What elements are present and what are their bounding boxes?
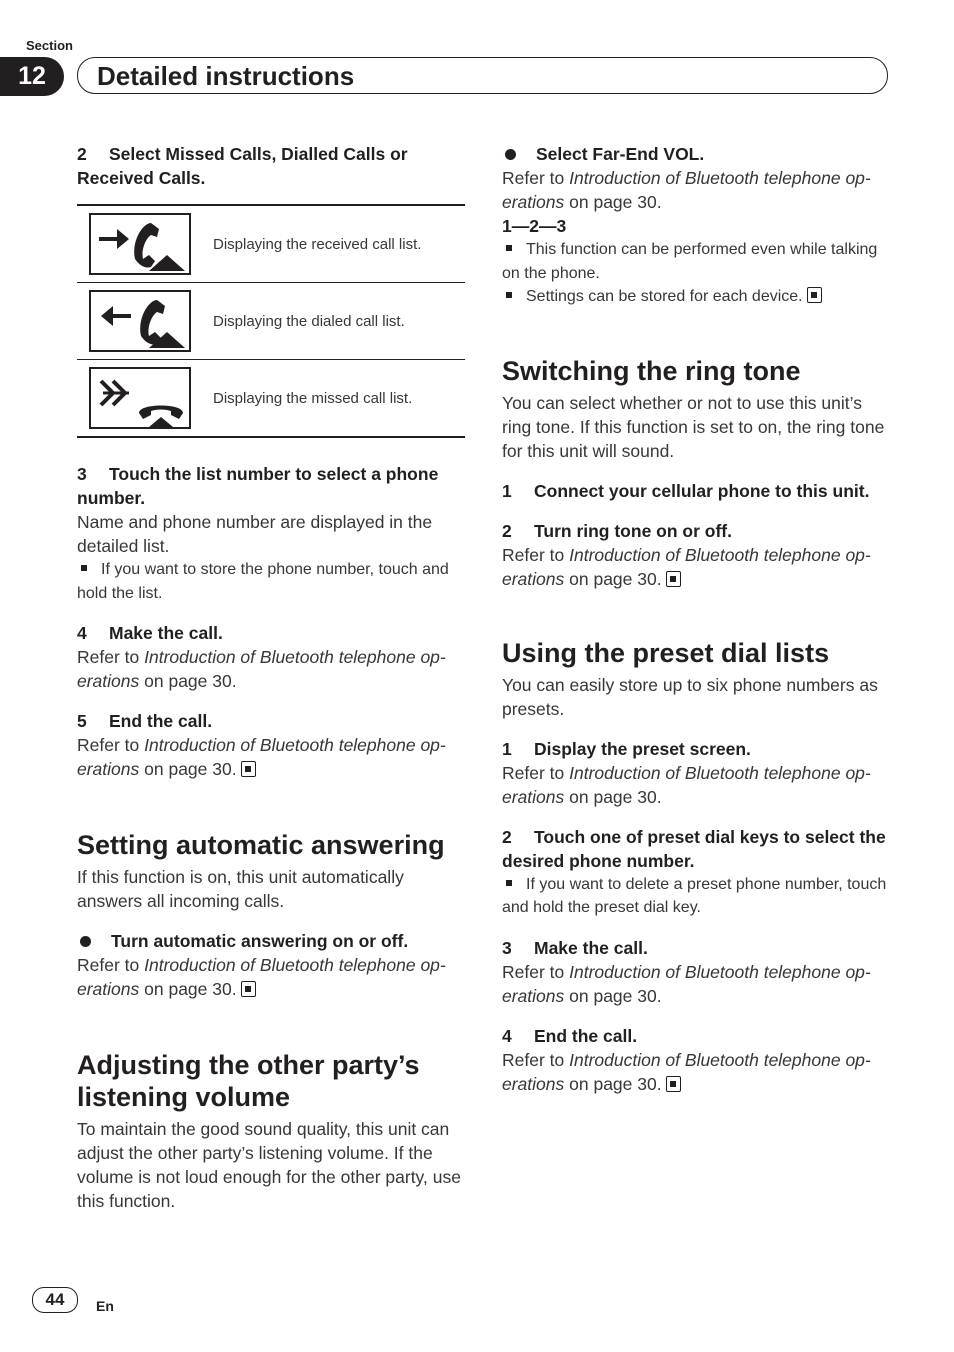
reference-text: Refer to Introduction of Bluetooth telephone op- erations on page 30. — [502, 168, 871, 212]
table-cell: Displaying the received call list. — [213, 235, 422, 253]
step-make-call: 4 Make the call. — [77, 623, 223, 643]
end-mark-icon — [666, 1076, 681, 1092]
note-marker-icon — [506, 880, 512, 886]
table-cell: Displaying the missed call list. — [213, 389, 413, 407]
step-select-call-list: 2 Select Missed Calls, Dialled Calls or Received Calls. — [77, 144, 408, 188]
step-touch-list-number: 3 Touch the list number to select a phone number. — [77, 464, 439, 508]
note-marker-icon — [81, 565, 87, 571]
note-marker-icon — [506, 245, 512, 251]
section-description: To maintain the good sound quality, this unit can adjust the other party’s listening volume. If the volume is not loud enough for the other party, use this function. — [77, 1119, 461, 1211]
note: If you want to store the phone number, touch and hold the list. — [77, 561, 449, 602]
section-number: 12 — [0, 57, 64, 96]
end-mark-icon — [666, 571, 681, 587]
left-column — [77, 142, 465, 1213]
bullet-step: Turn automatic answering on or off. — [77, 929, 465, 953]
call-list-table — [77, 204, 465, 438]
step-end-call: 4 End the call. — [502, 1025, 638, 1046]
page-number: 44 — [32, 1287, 78, 1313]
bullet-icon — [80, 936, 91, 947]
reference-text: Refer to Introduction of Bluetooth telephone op- erations on page 30. — [77, 955, 446, 999]
dialed-call-icon — [89, 290, 191, 352]
reference-text: Refer to Introduction of Bluetooth telephone op- erations on page 30. — [77, 735, 446, 779]
step-ring-tone: 2 Turn ring tone on or off. — [502, 520, 732, 541]
end-mark-icon — [807, 287, 822, 303]
step-description: Name and phone number are displayed in the detailed list. — [77, 512, 433, 556]
note: Settings can be stored for each device. — [502, 285, 890, 309]
note-marker-icon — [506, 292, 512, 298]
heading-listening-volume: Adjusting the other party’s listening volume — [77, 1050, 420, 1112]
step-connect-phone: 1 Connect your cellular phone to this unit. — [502, 480, 870, 501]
table-row — [77, 360, 465, 438]
section-description: You can easily store up to six phone numbers as presets. — [502, 674, 878, 719]
step-make-call: 3 Make the call. — [502, 937, 648, 958]
section-label: Section — [26, 38, 73, 53]
end-mark-icon — [241, 761, 256, 777]
section-title: Detailed instructions — [97, 61, 355, 91]
note: This function can be performed even while talking on the phone. — [502, 241, 878, 282]
right-column — [502, 142, 890, 1096]
note: If you want to delete a preset phone number, touch and hold the preset dial key. — [502, 875, 887, 916]
reference-text: Refer to Introduction of Bluetooth telephone op- erations on page 30. — [502, 961, 871, 1006]
reference-text: Refer to Introduction of Bluetooth telephone op- erations on page 30. — [502, 544, 871, 589]
heading-preset-dial-lists: Using the preset dial lists — [502, 637, 830, 668]
step-end-call: 5 End the call. — [77, 711, 213, 731]
step-display-preset: 1 Display the preset screen. — [502, 738, 751, 759]
section-description: If this function is on, this unit automatically answers all incoming calls. — [77, 867, 404, 911]
reference-text: Refer to Introduction of Bluetooth telephone op- erations on page 30. — [77, 647, 446, 691]
table-row — [77, 283, 465, 360]
end-mark-icon — [241, 981, 256, 997]
bullet-icon — [505, 149, 516, 160]
step-touch-preset: 2 Touch one of preset dial keys to select the desired phone number. — [502, 826, 886, 871]
table-row — [77, 206, 465, 283]
missed-call-icon — [89, 367, 191, 429]
reference-text: Refer to Introduction of Bluetooth telephone op- erations on page 30. — [502, 762, 871, 807]
section-description: You can select whether or not to use this unit’s ring tone. If this function is set to on, the ring tone for this unit will sound. — [502, 392, 885, 461]
sequence-text: 1—2—3 — [502, 216, 567, 236]
heading-ring-tone: Switching the ring tone — [502, 355, 801, 386]
bullet-step: Select Far-End VOL. — [502, 142, 890, 166]
reference-text: Refer to Introduction of Bluetooth telephone op- erations on page 30. — [502, 1049, 871, 1094]
language-label: En — [96, 1298, 114, 1314]
received-call-icon — [89, 213, 191, 275]
heading-automatic-answering: Setting automatic answering — [77, 830, 445, 860]
table-cell: Displaying the dialed call list. — [213, 312, 405, 330]
